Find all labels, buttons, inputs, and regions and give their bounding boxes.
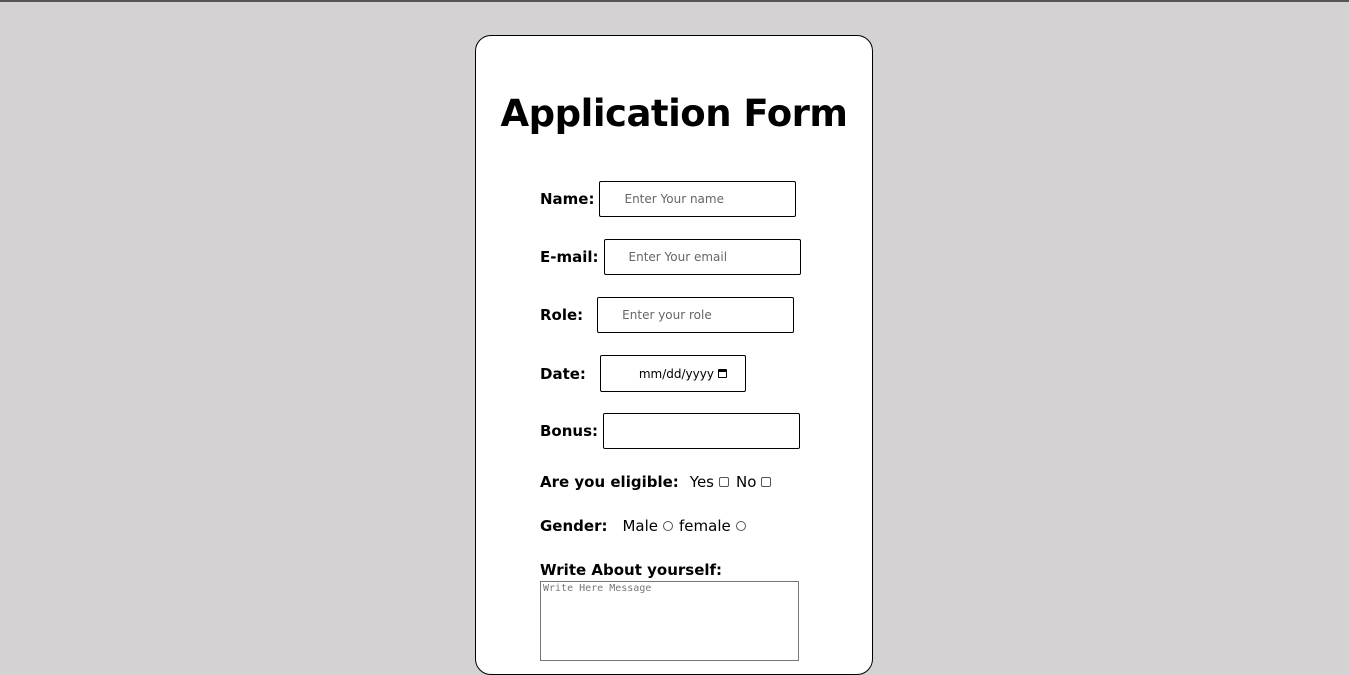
about-label: Write About yourself: xyxy=(540,561,723,579)
about-row xyxy=(540,559,722,581)
bonus-input[interactable] xyxy=(603,413,800,449)
eligible-row xyxy=(540,471,778,493)
gender-label: Gender: xyxy=(540,517,608,535)
calendar-icon[interactable] xyxy=(718,369,727,378)
date-input[interactable] xyxy=(600,355,746,392)
application-form-card xyxy=(475,35,873,675)
role-label: Role: xyxy=(540,306,584,324)
role-input[interactable] xyxy=(597,297,794,333)
email-input[interactable] xyxy=(604,239,801,275)
name-input[interactable] xyxy=(599,181,796,217)
gender-male-label: Male xyxy=(622,517,659,535)
gender-male-radio[interactable] xyxy=(663,521,673,531)
bonus-label: Bonus: xyxy=(540,422,599,440)
bonus-row xyxy=(540,413,800,449)
name-row xyxy=(540,181,796,217)
date-label: Date: xyxy=(540,364,586,383)
name-label: Name: xyxy=(540,190,595,208)
eligible-no-checkbox[interactable] xyxy=(761,477,771,487)
role-row xyxy=(540,297,794,333)
about-textarea[interactable] xyxy=(540,581,799,661)
date-row xyxy=(540,355,746,392)
eligible-label: Are you eligible: xyxy=(540,473,679,491)
eligible-yes-checkbox[interactable] xyxy=(719,477,729,487)
gender-female-label: female xyxy=(679,517,731,535)
form-title: Application Form xyxy=(500,92,848,135)
eligible-no-label: No xyxy=(736,473,757,491)
gender-row xyxy=(540,515,752,537)
gender-female-radio[interactable] xyxy=(736,521,746,531)
email-row xyxy=(540,239,801,275)
email-label: E-mail: xyxy=(540,248,599,266)
eligible-yes-label: Yes xyxy=(689,473,714,491)
date-value: mm/dd/yyyy xyxy=(638,366,714,381)
